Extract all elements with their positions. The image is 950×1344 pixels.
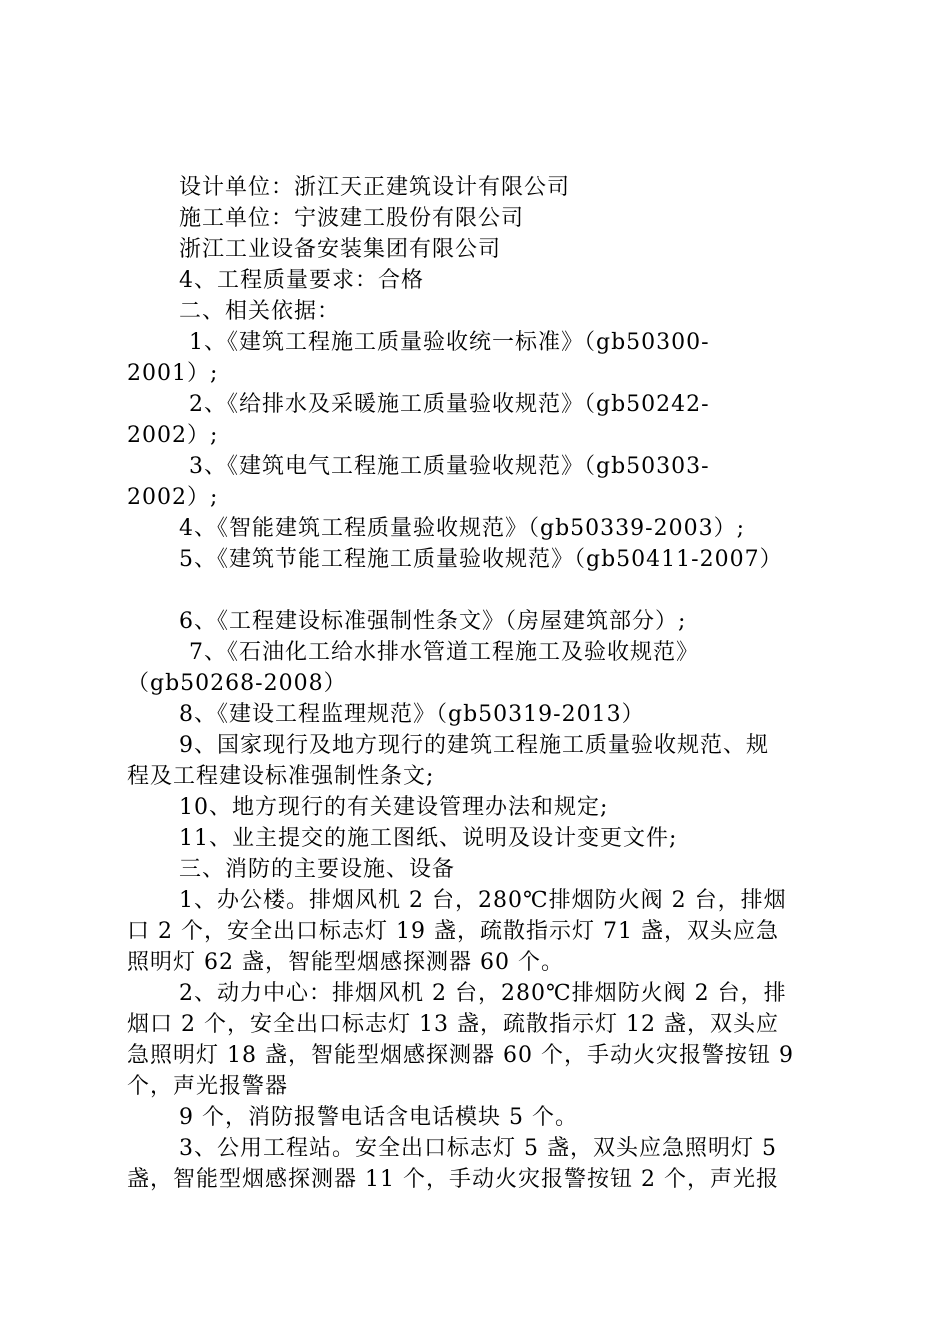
basis-item-4: 4、《智能建筑工程质量验收规范》（gb50339-2003）; <box>179 516 745 541</box>
basis-item-1-cont: 2001）; <box>127 361 219 386</box>
basis-item-1: 1、《建筑工程施工质量验收统一标准》（gb50300- <box>189 330 710 355</box>
facility-office-line-1: 1、办公楼。排烟风机 2 台，280℃排烟防火阀 2 台，排烟 <box>179 888 787 913</box>
section-heading-basis: 二、相关依据： <box>179 299 341 324</box>
section-heading-fire-facilities: 三、消防的主要设施、设备 <box>179 857 456 882</box>
basis-item-2-cont: 2002）; <box>127 423 219 448</box>
facility-power-center-line-1: 2、动力中心：排烟风机 2 台，280℃排烟防火阀 2 台，排 <box>179 981 787 1006</box>
basis-item-3-cont: 2002）; <box>127 485 219 510</box>
basis-item-2: 2、《给排水及采暖施工质量验收规范》（gb50242- <box>189 392 710 417</box>
basis-item-9-cont: 程及工程建设标准强制性条文; <box>127 764 435 789</box>
facility-office-line-2: 口 2 个，安全出口标志灯 19 盏，疏散指示灯 71 盏，双头应急 <box>127 919 779 944</box>
blank-line <box>127 575 833 606</box>
document-body <box>127 172 833 1195</box>
facility-power-center-line-2: 烟口 2 个，安全出口标志灯 13 盏，疏散指示灯 12 盏，双头应 <box>127 1012 779 1037</box>
design-unit-line: 设计单位：浙江天正建筑设计有限公司 <box>179 175 571 200</box>
facility-power-center-line-3: 急照明灯 18 盏，智能型烟感探测器 60 个，手动火灾报警按钮 9 <box>127 1043 794 1068</box>
basis-item-7: 7、《石油化工给水排水管道工程施工及验收规范》 <box>189 640 699 665</box>
basis-item-3: 3、《建筑电气工程施工质量验收规范》（gb50303- <box>189 454 710 479</box>
basis-item-5: 5、《建筑节能工程施工质量验收规范》（gb50411-2007） <box>179 547 783 572</box>
facility-utility-station-line-1: 3、公用工程站。安全出口标志灯 5 盏，双头应急照明灯 5 <box>179 1136 777 1161</box>
facility-power-center-line-4: 个，声光报警器 <box>127 1074 289 1099</box>
facility-power-center-line-5: 9 个，消防报警电话含电话模块 5 个。 <box>179 1105 578 1130</box>
basis-item-11: 11、业主提交的施工图纸、说明及设计变更文件; <box>179 826 678 851</box>
facility-office-line-3: 照明灯 62 盏，智能型烟感探测器 60 个。 <box>127 950 564 975</box>
basis-item-9: 9、国家现行及地方现行的建筑工程施工质量验收规范、规 <box>179 733 769 758</box>
basis-item-10: 10、地方现行的有关建设管理办法和规定; <box>179 795 609 820</box>
basis-item-6: 6、《工程建设标准强制性条文》（房屋建筑部分）; <box>179 609 687 634</box>
construction-unit-line: 施工单位：宁波建工股份有限公司 <box>179 206 525 231</box>
facility-utility-station-line-2: 盏，智能型烟感探测器 11 个，手动火灾报警按钮 2 个，声光报 <box>127 1167 779 1192</box>
basis-item-7-cont: （gb50268-2008） <box>127 671 347 696</box>
install-company-line: 浙江工业设备安装集团有限公司 <box>179 237 502 262</box>
basis-item-8: 8、《建设工程监理规范》（gb50319-2013） <box>179 702 645 727</box>
quality-requirement-line: 4、工程质量要求：合格 <box>179 268 424 293</box>
